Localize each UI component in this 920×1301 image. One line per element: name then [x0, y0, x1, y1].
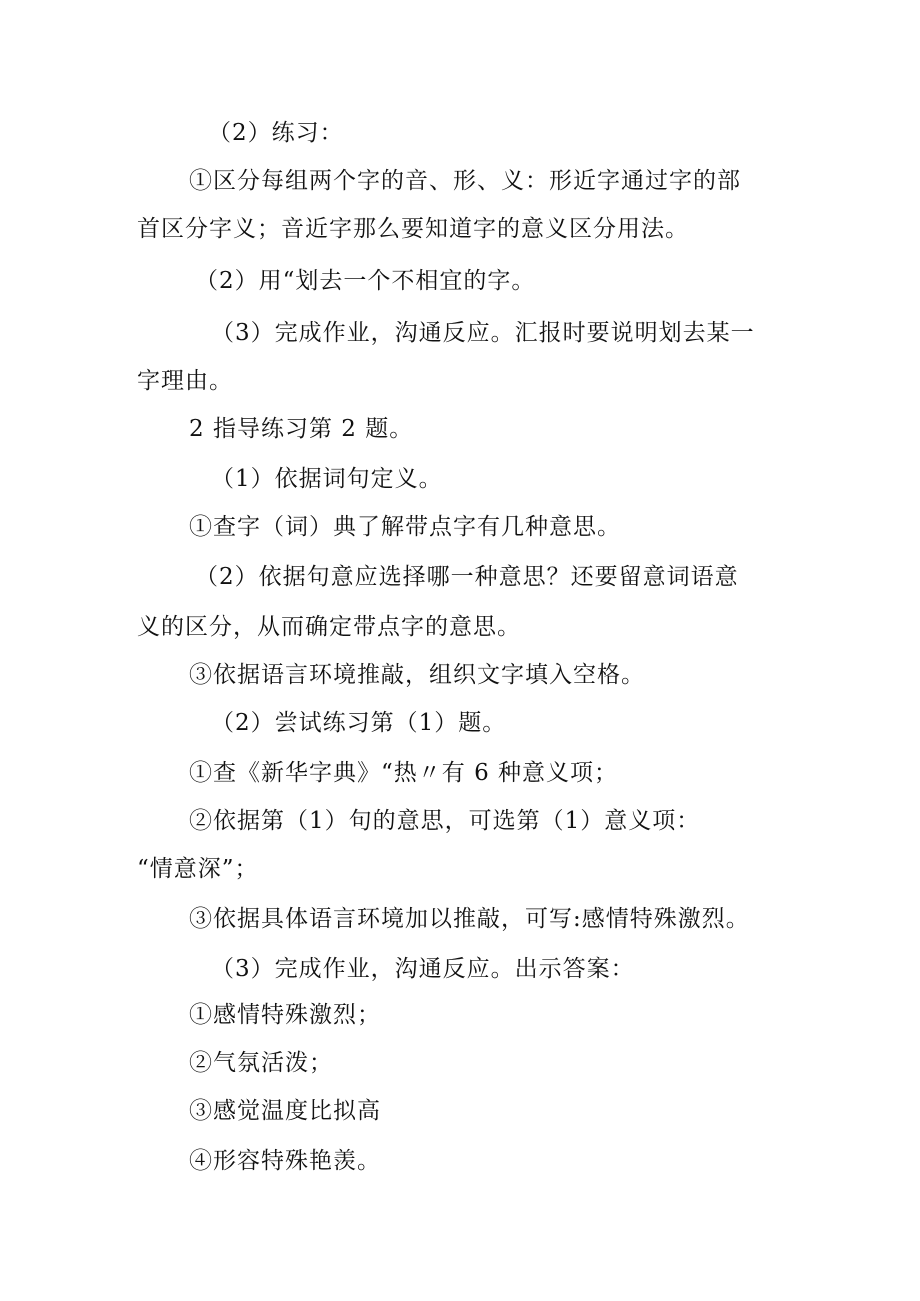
- text-line: ①感情特殊激烈；: [189, 1002, 381, 1028]
- text-line: ①区分每组两个字的音、形、义：形近字通过字的部: [189, 168, 741, 194]
- text-line: ①查《新华字典》“热〃有 6 种意义项；: [189, 760, 619, 786]
- text-line: 字理由。: [137, 368, 233, 394]
- text-line: （2）练习：: [208, 120, 344, 146]
- text-line: 义的区分，从而确定带点字的意思。: [137, 614, 521, 640]
- text-line: （3）完成作业，沟通反应。出示答案：: [211, 956, 635, 982]
- text-line: （3）完成作业，沟通反应。汇报时要说明划去某一: [211, 320, 755, 346]
- text-line: ②气氛活泼；: [189, 1050, 333, 1076]
- text-line: （2）依据句意应选择哪一种意思？还要留意词语意: [195, 564, 739, 590]
- text-line: ③感觉温度比拟高: [189, 1098, 381, 1124]
- text-line: ③依据具体语言环境加以推敲，可写:感情特殊激烈。: [189, 906, 750, 932]
- text-line: “情意深”；: [137, 856, 259, 882]
- text-line: ①查字（词）典了解带点字有几种意思。: [189, 514, 621, 540]
- text-line: （1）依据词句定义。: [211, 466, 443, 492]
- text-line: 首区分字义；音近字那么要知道字的意义区分用法。: [137, 216, 689, 242]
- text-line: ②依据第（1）句的意思，可选第（1）意义项：: [189, 808, 701, 834]
- text-line: ③依据语言环境推敲，组织文字填入空格。: [189, 662, 645, 688]
- text-line: （2）尝试练习第（1）题。: [211, 710, 507, 736]
- text-line: （2）用“划去一个不相宜的字。: [195, 268, 536, 294]
- text-line: 2 指导练习第 2 题。: [189, 416, 414, 442]
- text-line: ④形容特殊艳羡。: [189, 1148, 381, 1174]
